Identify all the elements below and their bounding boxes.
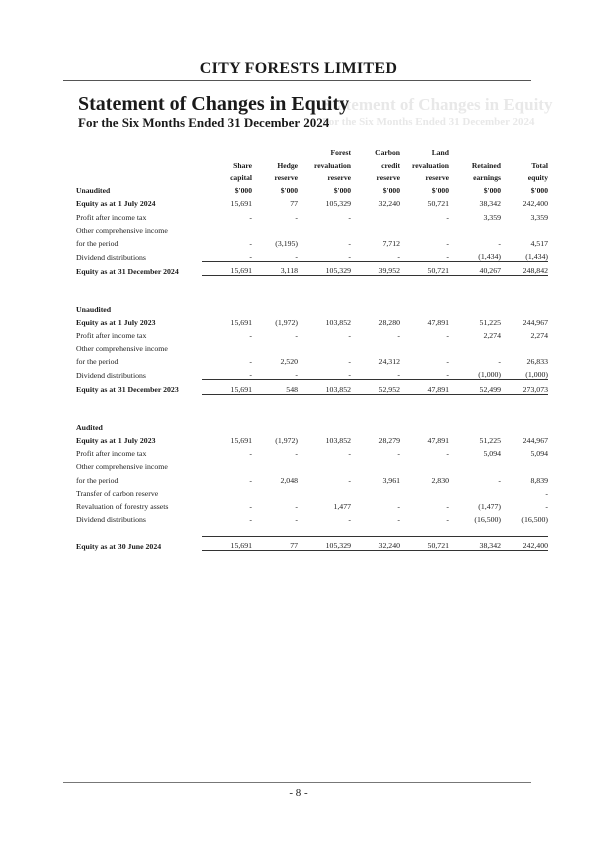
section-heading: Audited xyxy=(76,422,103,432)
table-cell: 50,721 xyxy=(400,262,449,276)
table-cell: 5,094 xyxy=(530,449,548,459)
table-cell: - xyxy=(298,248,351,262)
table-cell xyxy=(400,222,449,235)
table-row xyxy=(76,485,548,498)
table-cell: - xyxy=(202,248,252,262)
table-cell xyxy=(252,340,298,353)
table-cell: 15,691 xyxy=(230,199,252,209)
table-cell: 40,267 xyxy=(449,262,501,276)
table-cell xyxy=(449,458,501,471)
table-cell: - xyxy=(202,366,252,380)
table-cell: 548 xyxy=(252,380,298,394)
table-cell: - xyxy=(348,238,351,248)
table-cell: - xyxy=(446,357,449,367)
table-cell xyxy=(298,458,351,471)
table-row xyxy=(76,498,548,511)
table-cell: 244,967 xyxy=(522,436,548,445)
table-cell: - xyxy=(446,212,449,222)
table-cell: 2,274 xyxy=(530,330,548,340)
table-cell xyxy=(202,524,252,537)
column-header: Share xyxy=(233,160,252,170)
table-cell: - xyxy=(400,248,449,262)
header-rule xyxy=(63,80,531,81)
table-cell xyxy=(501,340,548,353)
row-label: for the period xyxy=(76,475,119,485)
table-cell: - xyxy=(351,248,400,262)
column-header: reserve xyxy=(425,173,449,183)
table-cell: - xyxy=(249,515,252,525)
table-cell: 50,721 xyxy=(400,537,449,551)
table-cell: 3,359 xyxy=(483,212,501,222)
table-cell xyxy=(298,524,351,537)
empty-cell xyxy=(202,300,252,313)
table-cell: 3,961 xyxy=(382,475,400,485)
table-cell xyxy=(400,458,449,471)
table-cell: 26,833 xyxy=(526,357,548,367)
table-cell: 4,517 xyxy=(530,238,548,248)
row-label: Profit after income tax xyxy=(76,212,147,222)
empty-cell xyxy=(351,300,400,313)
table-cell: 39,952 xyxy=(351,262,400,276)
column-header: equity xyxy=(527,173,548,183)
table-cell xyxy=(351,340,400,353)
table-cell: - xyxy=(295,501,298,511)
table-cell: (1,000) xyxy=(449,366,501,380)
table-cell xyxy=(298,222,351,235)
table-cell: 15,691 xyxy=(202,380,252,394)
column-header: credit xyxy=(381,160,400,170)
row-label: Equity as at 31 December 2023 xyxy=(76,385,179,395)
table-cell: 47,891 xyxy=(427,317,449,327)
table-cell: 28,279 xyxy=(378,436,400,445)
table-row xyxy=(76,340,548,353)
row-label: Dividend distributions xyxy=(76,515,146,525)
table-cell: - xyxy=(397,515,400,525)
column-header: reserve xyxy=(274,173,298,183)
company-name: CITY FORESTS LIMITED xyxy=(199,60,398,77)
table-cell xyxy=(252,458,298,471)
table-cell: - xyxy=(397,330,400,340)
empty-cell xyxy=(252,300,298,313)
table-cell: - xyxy=(249,357,252,367)
statement-title: Statement of Changes in Equity xyxy=(78,93,350,115)
row-label: Profit after income tax xyxy=(76,449,147,459)
table-cell: - xyxy=(446,330,449,340)
table-cell: - xyxy=(348,357,351,367)
table-cell: - xyxy=(295,330,298,340)
row-label: Equity as at 1 July 2023 xyxy=(76,436,156,445)
table-cell: 103,852 xyxy=(325,436,351,445)
table-row xyxy=(76,471,548,484)
column-header-row xyxy=(76,182,548,195)
row-label: Transfer of carbon reserve xyxy=(76,488,159,498)
table-cell xyxy=(351,222,400,235)
table-cell xyxy=(351,485,400,498)
table-cell xyxy=(501,458,548,471)
table-cell: - xyxy=(295,449,298,459)
table-row xyxy=(76,353,548,366)
column-header: $'000 xyxy=(483,186,501,196)
table-cell: 15,691 xyxy=(230,436,252,445)
column-header xyxy=(501,144,548,157)
table-cell: - xyxy=(295,212,298,222)
table-row xyxy=(76,537,548,551)
table-cell xyxy=(449,340,501,353)
table-row xyxy=(76,195,548,208)
table-cell: (1,972) xyxy=(275,436,298,445)
table-row xyxy=(76,366,548,380)
table-cell xyxy=(501,222,548,235)
table-cell: (1,477) xyxy=(478,501,501,511)
column-header xyxy=(252,144,298,157)
table-cell xyxy=(252,485,298,498)
column-header: reserve xyxy=(327,173,351,183)
column-header: $'000 xyxy=(234,186,252,196)
column-header: Hedge xyxy=(277,160,298,170)
header-spacer xyxy=(76,170,202,183)
empty-cell xyxy=(351,419,400,432)
empty-cell xyxy=(298,419,351,432)
table-cell: - xyxy=(298,366,351,380)
table-cell: 105,329 xyxy=(298,537,351,551)
row-label: Dividend distributions xyxy=(76,370,146,380)
table-cell: 77 xyxy=(290,199,298,209)
row-label: Equity as at 1 July 2024 xyxy=(76,199,156,209)
column-header: Retained xyxy=(471,160,501,170)
table-cell: - xyxy=(249,501,252,511)
table-cell: 15,691 xyxy=(230,317,252,327)
table-cell: - xyxy=(348,515,351,525)
table-cell: 52,952 xyxy=(351,380,400,394)
empty-cell xyxy=(202,419,252,432)
empty-cell xyxy=(501,300,548,313)
table-cell: (16,500) xyxy=(474,515,501,525)
header-spacer xyxy=(76,157,202,170)
row-label: Revaluation of forestry assets xyxy=(76,501,169,511)
table-row xyxy=(76,235,548,248)
table-cell: 8,839 xyxy=(530,475,548,485)
column-header: reserve xyxy=(376,173,400,183)
table-row xyxy=(76,445,548,458)
equity-table xyxy=(76,144,548,551)
column-header: Carbon xyxy=(375,147,400,157)
column-header: revaluation xyxy=(412,160,449,170)
table-cell: - xyxy=(446,501,449,511)
table-cell: 2,830 xyxy=(431,475,449,485)
column-header: revaluation xyxy=(314,160,351,170)
row-label: Other comprehensive income xyxy=(76,344,168,354)
row-label: Equity as at 31 December 2024 xyxy=(76,266,179,276)
empty-cell xyxy=(298,300,351,313)
column-header: $'000 xyxy=(530,186,548,196)
column-header: $'000 xyxy=(382,186,400,196)
table-cell: (1,972) xyxy=(275,317,298,327)
section-heading-row xyxy=(76,300,548,313)
empty-cell xyxy=(400,419,449,432)
table-cell: 103,852 xyxy=(298,380,351,394)
section-heading: Unaudited xyxy=(76,304,112,314)
column-header: earnings xyxy=(473,173,501,183)
table-cell: 2,520 xyxy=(280,357,298,367)
table-cell: - xyxy=(498,238,501,248)
table-cell: - xyxy=(348,475,351,485)
table-cell: - xyxy=(397,449,400,459)
table-cell: - xyxy=(498,357,501,367)
empty-cell xyxy=(252,419,298,432)
statement-subtitle: For the Six Months Ended 31 December 2024 xyxy=(78,115,330,130)
table-cell: - xyxy=(295,515,298,525)
table-cell xyxy=(298,485,351,498)
empty-cell xyxy=(501,419,548,432)
table-cell: 38,342 xyxy=(479,199,501,209)
table-cell: 32,240 xyxy=(351,537,400,551)
table-cell xyxy=(351,208,400,221)
table-cell: 103,852 xyxy=(325,317,351,327)
table-cell: 248,842 xyxy=(501,262,548,276)
table-cell: 28,280 xyxy=(378,317,400,327)
page-number: - 8 - xyxy=(289,787,308,799)
row-label: Equity as at 1 July 2023 xyxy=(76,317,156,327)
table-cell: 51,225 xyxy=(479,436,501,445)
table-cell: 2,274 xyxy=(483,330,501,340)
table-cell: 1,477 xyxy=(333,501,351,511)
table-cell: 47,891 xyxy=(427,436,449,445)
table-cell xyxy=(252,222,298,235)
table-cell xyxy=(400,340,449,353)
table-cell: (1,000) xyxy=(501,366,548,380)
table-cell: - xyxy=(249,330,252,340)
table-cell: (16,500) xyxy=(521,515,548,525)
row-label: Equity as at 30 June 2024 xyxy=(76,541,162,551)
column-header xyxy=(202,144,252,157)
table-cell: (1,434) xyxy=(449,248,501,262)
table-cell: 47,891 xyxy=(400,380,449,394)
column-header-row xyxy=(76,144,548,157)
section-heading: Unaudited xyxy=(76,186,111,196)
table-cell: 242,400 xyxy=(501,537,548,551)
table-row xyxy=(76,314,548,327)
row-label: for the period xyxy=(76,357,119,367)
bleed-through-subtitle: For the Six Months Ended 31 December 2024 xyxy=(322,116,535,128)
table-row xyxy=(76,511,548,524)
table-cell: - xyxy=(446,238,449,248)
column-header xyxy=(449,144,501,157)
table-cell xyxy=(351,524,400,537)
table-cell: - xyxy=(351,366,400,380)
footer-rule xyxy=(63,782,531,783)
column-header-row xyxy=(76,170,548,183)
table-cell: 24,312 xyxy=(378,357,400,367)
table-cell xyxy=(449,485,501,498)
table-cell xyxy=(501,524,548,537)
table-cell: - xyxy=(249,475,252,485)
table-cell xyxy=(202,485,252,498)
row-label: Other comprehensive income xyxy=(76,462,168,472)
column-header: Forest xyxy=(330,147,351,157)
column-header: $'000 xyxy=(333,186,351,196)
table-cell: - xyxy=(545,501,548,511)
table-cell: 3,359 xyxy=(530,212,548,222)
table-row xyxy=(76,458,548,471)
section-spacer xyxy=(76,288,548,300)
section-spacer xyxy=(76,394,548,407)
table-row xyxy=(76,208,548,221)
table-cell: - xyxy=(348,330,351,340)
row-label: Other comprehensive income xyxy=(76,225,168,235)
table-cell xyxy=(298,340,351,353)
table-cell: 50,721 xyxy=(427,199,449,209)
table-cell: - xyxy=(498,475,501,485)
empty-cell xyxy=(449,419,501,432)
column-header: Total xyxy=(531,160,548,170)
column-header: $'000 xyxy=(280,186,298,196)
table-cell: 273,073 xyxy=(501,380,548,394)
table-cell: 38,342 xyxy=(449,537,501,551)
table-cell: 52,499 xyxy=(449,380,501,394)
table-cell: - xyxy=(249,449,252,459)
table-cell: (1,434) xyxy=(501,248,548,262)
row-label xyxy=(76,524,202,537)
table-row xyxy=(76,248,548,262)
table-cell: - xyxy=(446,515,449,525)
table-cell: 5,094 xyxy=(483,449,501,459)
table-row xyxy=(76,262,548,276)
table-cell: - xyxy=(400,366,449,380)
section-heading-row xyxy=(76,419,548,432)
table-cell: - xyxy=(348,212,351,222)
table-cell: 3,118 xyxy=(252,262,298,276)
table-row xyxy=(76,380,548,394)
table-cell: 2,048 xyxy=(280,475,298,485)
column-header: Land xyxy=(431,147,449,157)
table-cell xyxy=(202,222,252,235)
empty-cell xyxy=(449,300,501,313)
table-row xyxy=(76,432,548,445)
table-cell: 32,240 xyxy=(378,199,400,209)
row-label: Profit after income tax xyxy=(76,330,147,340)
table-row xyxy=(76,327,548,340)
section-spacer xyxy=(76,276,548,289)
table-cell: - xyxy=(249,238,252,248)
table-cell: 105,329 xyxy=(325,199,351,209)
table-cell: 242,400 xyxy=(522,199,548,209)
table-cell xyxy=(202,458,252,471)
table-cell: 105,329 xyxy=(298,262,351,276)
table-cell xyxy=(400,485,449,498)
table-cell: 15,691 xyxy=(202,262,252,276)
table-row xyxy=(76,524,548,537)
table-cell: 77 xyxy=(252,537,298,551)
table-cell: 244,967 xyxy=(522,317,548,327)
table-cell: - xyxy=(252,366,298,380)
table-cell: 51,225 xyxy=(479,317,501,327)
table-cell: - xyxy=(348,449,351,459)
table-cell xyxy=(351,458,400,471)
table-cell xyxy=(400,524,449,537)
column-header: capital xyxy=(230,173,252,183)
table-cell xyxy=(449,222,501,235)
section-spacer xyxy=(76,407,548,419)
table-cell: - xyxy=(252,248,298,262)
column-header-row xyxy=(76,157,548,170)
table-cell: 7,712 xyxy=(382,238,400,248)
table-cell: - xyxy=(397,501,400,511)
table-cell: - xyxy=(446,449,449,459)
table-cell: (3,195) xyxy=(275,238,298,248)
empty-cell xyxy=(400,300,449,313)
table-cell: - xyxy=(545,488,548,498)
table-cell xyxy=(202,340,252,353)
table-row xyxy=(76,222,548,235)
table-cell xyxy=(449,524,501,537)
bleed-through-title: Statement of Changes in Equity xyxy=(322,95,553,114)
table-cell: - xyxy=(249,212,252,222)
table-cell: 15,691 xyxy=(202,537,252,551)
row-label: for the period xyxy=(76,238,119,248)
row-label: Dividend distributions xyxy=(76,252,146,262)
column-header: $'000 xyxy=(431,186,449,196)
header-spacer xyxy=(76,144,202,157)
table-cell xyxy=(252,524,298,537)
